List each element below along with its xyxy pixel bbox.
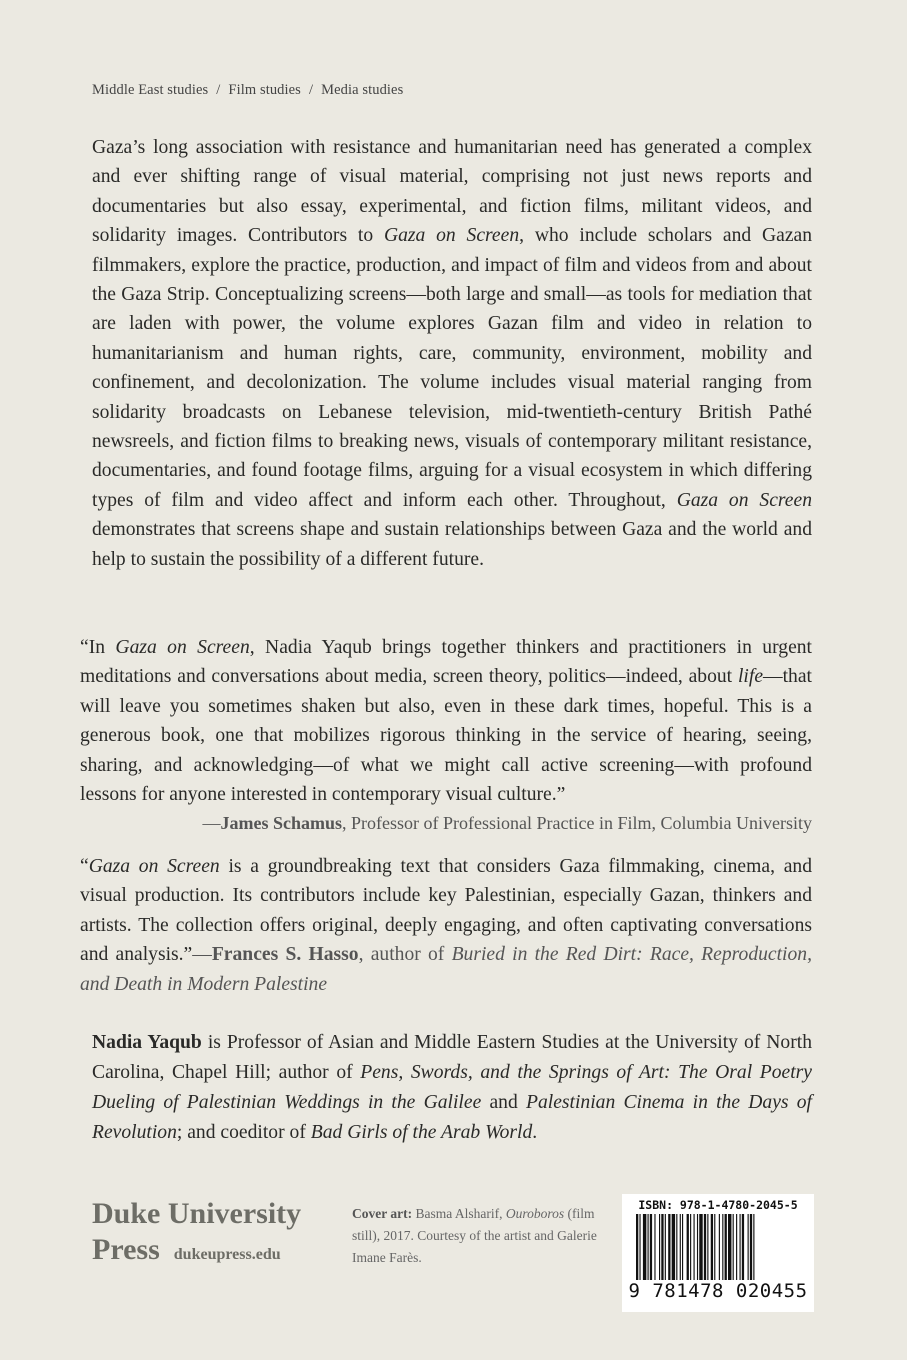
barcode-bar bbox=[680, 1214, 681, 1280]
blurb-schamus-attribution: —James Schamus, Professor of Professional Practice in Film, Columbia University bbox=[202, 813, 812, 834]
subject-categories: Middle East studies / Film studies / Media studies bbox=[92, 82, 404, 98]
barcode-bar bbox=[643, 1214, 646, 1280]
barcode-bar bbox=[668, 1214, 670, 1280]
barcode-bar bbox=[636, 1214, 638, 1280]
barcode-bar bbox=[725, 1214, 727, 1280]
blurb-author-name: Frances S. Hasso bbox=[211, 944, 359, 966]
barcode-bar bbox=[714, 1214, 715, 1280]
barcode-bar bbox=[704, 1214, 706, 1280]
category-film: Film studies bbox=[228, 82, 301, 98]
isbn-barcode bbox=[622, 1194, 814, 1312]
barcode-bar bbox=[659, 1214, 660, 1280]
barcode-bar bbox=[687, 1214, 689, 1280]
category-middle-east: Middle East studies bbox=[92, 82, 209, 98]
barcode-bar bbox=[650, 1214, 652, 1280]
barcode-bar bbox=[690, 1214, 691, 1280]
barcode-bar bbox=[682, 1214, 683, 1280]
description-title-1: Gaza on Screen bbox=[383, 225, 520, 247]
barcode-digits: 9 781478 020455 bbox=[628, 1280, 808, 1302]
category-media: Media studies bbox=[321, 82, 404, 98]
barcode-bar bbox=[654, 1214, 655, 1280]
barcode-bar bbox=[697, 1214, 698, 1280]
barcode-bar bbox=[665, 1214, 666, 1280]
publisher-name-line2: Press bbox=[92, 1233, 160, 1266]
barcode-bar bbox=[648, 1214, 649, 1280]
barcode-icon bbox=[636, 1214, 800, 1280]
barcode-bar bbox=[639, 1214, 640, 1280]
barcode-bar bbox=[722, 1214, 723, 1280]
cover-credit: Cover art: Basma Alsharif, Ouroboros (film still), 2017. Courtesy of the artist and Galerie Imane Farès. bbox=[352, 1206, 597, 1265]
barcode-bar bbox=[699, 1214, 702, 1280]
barcode-bar bbox=[676, 1214, 677, 1280]
barcode-bar bbox=[733, 1214, 734, 1280]
blurb-hasso: “Gaza on Screen is a groundbreaking text that considers Gaza filmmaking, cinema, and visual production. Its contributors include key Palestinian, especially Gazan, thinkers and artists. The collection offers original, deeply engaging, and often captivating conversations and analysis.”—Frances S. Hasso, author of Buried in the Red Dirt: Race, Reproduction, and Death in Modern Palestine bbox=[80, 856, 812, 995]
barcode-bar bbox=[753, 1214, 754, 1280]
barcode-bar bbox=[736, 1214, 737, 1280]
publisher-name-line1: Duke University bbox=[92, 1197, 302, 1230]
barcode-bar bbox=[672, 1214, 675, 1280]
barcode-bar bbox=[719, 1214, 720, 1280]
blurb-schamus: “In Gaza on Screen, Nadia Yaqub brings together thinkers and practitioners in urgent meditations and conversations about media, screen theory, politics—indeed, about life—that will leave you sometimes shaken but also, even in these dark times, hopeful. This is a generous book, one that mobilizes rigorous thinking in the service of hearing, seeing, sharing, and acknowledging—of what we might call active screening—with profound lessons for anyone interested in contemporary visual culture.” —James Schamus, Professor of Professional Practice in Film, Columbia University bbox=[80, 633, 812, 839]
isbn-label: ISBN: 978-1-4780-2045-5 bbox=[638, 1198, 798, 1212]
publisher-logo bbox=[92, 1196, 301, 1273]
book-description bbox=[92, 133, 812, 574]
barcode-bar bbox=[694, 1214, 695, 1280]
barcode-bar bbox=[742, 1214, 744, 1280]
barcode-bar bbox=[707, 1214, 708, 1280]
blurb-author-name: James Schamus bbox=[220, 813, 343, 834]
author-name: Nadia Yaqub bbox=[92, 1032, 202, 1053]
author-bio: Nadia Yaqub is Professor of Asian and Middle Eastern Studies at the University of North Carolina, Chapel Hill; author of Pens, Swords, and the Springs of Art: The Oral Poetry Dueling of Palestinian Weddings in the Galilee and Palestinian Cinema in the Days of Revolution; and coeditor of Bad Girls of the Arab World. bbox=[92, 1032, 812, 1143]
description-text-2: , who include scholars and Gazan filmmakers, explore the practice, production, and impact of film and videos from and about the Gaza Strip. Conceptualizing screens—both large and small—as tools for mediation that are laden with power, the volume explores Gazan film and video in relation to humanitarianism and human rights, care, community, environment, mobility and confinement, and decolonization. The volume includes visual material ranging from solidarity broadcasts on Lebanese television, mid-twentieth-century British Pathé newsreels, and fiction films to breaking news, visuals of contemporary militant resistance, documentaries, and found footage films, arguing for a visual ecosystem in which differing types of film and video affect and inform each other. Throughout, bbox=[92, 225, 813, 511]
publisher-url: dukeupress.edu bbox=[173, 1246, 281, 1263]
barcode-bar bbox=[740, 1214, 741, 1280]
barcode-bar bbox=[661, 1214, 663, 1280]
barcode-bar bbox=[748, 1214, 749, 1280]
barcode-bar bbox=[728, 1214, 731, 1280]
description-text-3: demonstrates that screens shape and sustain relationships between Gaza and the world and help to sustain the possibility of a different future. bbox=[92, 519, 812, 570]
barcode-bar bbox=[711, 1214, 713, 1280]
barcode-bar bbox=[750, 1214, 752, 1280]
description-title-2: Gaza on Screen bbox=[676, 489, 812, 511]
description-text-1: Gaza’s long association with resistance and humanitarian need has generated a complex and ever shifting range of visual material, comprising not just news reports and documentaries but also essay, experimental, and fiction films, militant videos, and solidarity images. Contributors to bbox=[92, 137, 812, 247]
